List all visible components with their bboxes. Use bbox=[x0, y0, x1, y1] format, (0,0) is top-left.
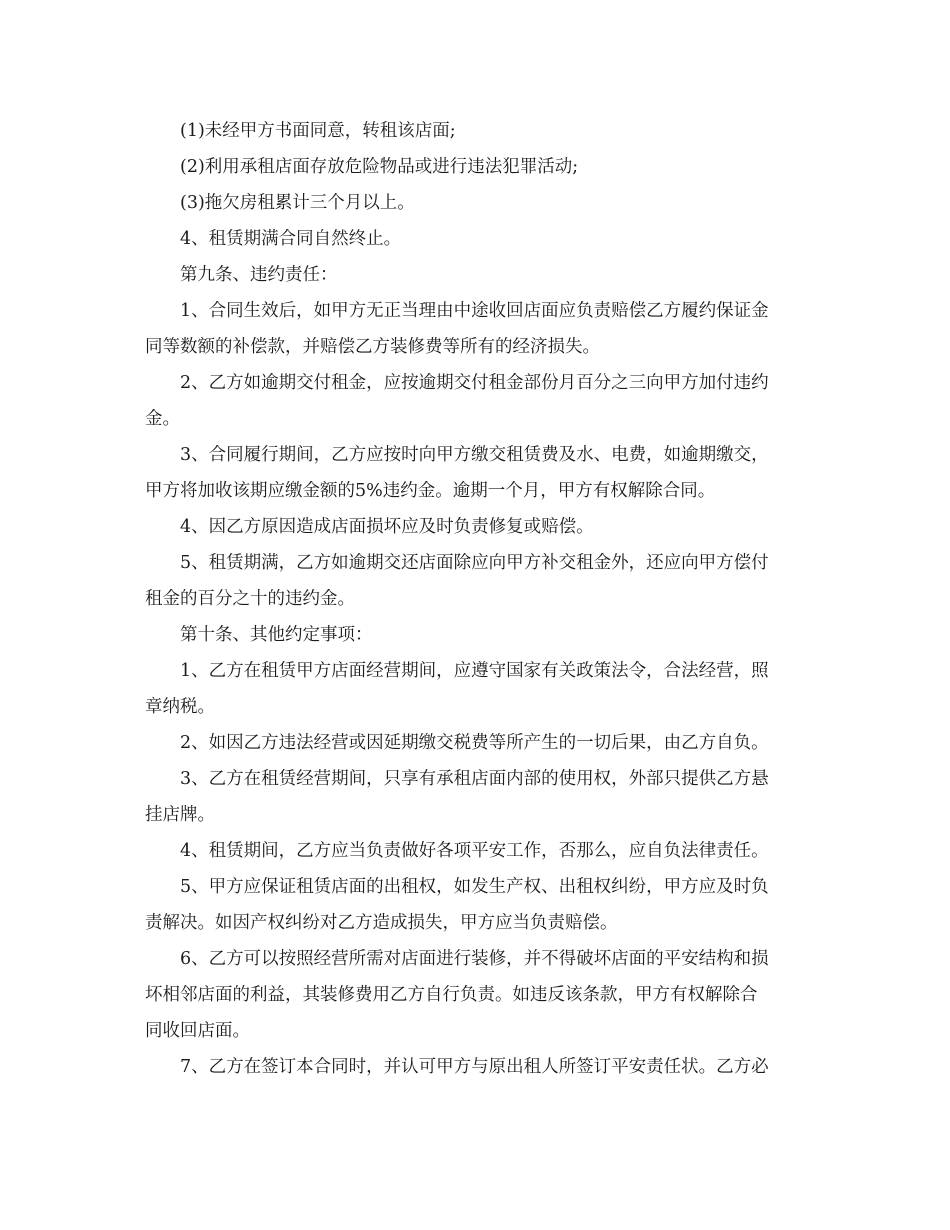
text-line: 同等数额的补偿款，并赔偿乙方装修费等所有的经济损失。 bbox=[145, 337, 600, 357]
text-line: 坏相邻店面的利益，其装修费用乙方自行负责。如违反该条款，甲方有权解除合 bbox=[145, 985, 758, 1005]
text-line: 4、租赁期间，乙方应当负责做好各项平安工作，否那么，应自负法律责任。 bbox=[180, 841, 769, 861]
text-line: 3、乙方在租赁经营期间，只享有承租店面内部的使用权，外部只提供乙方悬 bbox=[180, 769, 769, 789]
document-body bbox=[145, 113, 810, 1085]
text-line: 5、甲方应保证租赁店面的出租权，如发生产权、出租权纠纷，甲方应及时负 bbox=[180, 877, 769, 897]
paragraph bbox=[145, 1049, 810, 1085]
paragraph bbox=[145, 365, 810, 437]
paragraph bbox=[145, 869, 810, 941]
text-line: 章纳税。 bbox=[145, 697, 215, 717]
text-line: 租金的百分之十的违约金。 bbox=[145, 589, 355, 609]
paragraph bbox=[145, 185, 810, 221]
text-line: 金。 bbox=[145, 409, 180, 429]
text-line: 4、租赁期满合同自然终止。 bbox=[180, 229, 402, 249]
paragraph bbox=[145, 725, 810, 761]
paragraph bbox=[145, 509, 810, 545]
text-line: 3、合同履行期间，乙方应按时向甲方缴交租赁费及水、电费，如逾期缴交， bbox=[180, 445, 769, 465]
text-line: 甲方将加收该期应缴金额的5%违约金。逾期一个月，甲方有权解除合同。 bbox=[145, 481, 716, 501]
paragraph bbox=[145, 221, 810, 257]
text-line: 1、乙方在租赁甲方店面经营期间，应遵守国家有关政策法令，合法经营，照 bbox=[180, 661, 769, 681]
paragraph bbox=[145, 617, 810, 653]
paragraph bbox=[145, 149, 810, 185]
paragraph bbox=[145, 257, 810, 293]
text-line: (3)拖欠房租累计三个月以上。 bbox=[180, 193, 415, 213]
text-line: 1、合同生效后，如甲方无正当理由中途收回店面应负责赔偿乙方履约保证金 bbox=[180, 301, 769, 321]
paragraph bbox=[145, 941, 810, 1049]
text-line: 6、乙方可以按照经营所需对店面进行装修，并不得破坏店面的平安结构和损 bbox=[180, 949, 769, 969]
text-line: 2、乙方如逾期交付租金，应按逾期交付租金部份月百分之三向甲方加付违约 bbox=[180, 373, 769, 393]
text-line: 责解决。如因产权纠纷对乙方造成损失，甲方应当负责赔偿。 bbox=[145, 913, 618, 933]
text-line: 第九条、违约责任： bbox=[180, 265, 338, 285]
text-line: 7、乙方在签订本合同时，并认可甲方与原出租人所签订平安责任状。乙方必 bbox=[180, 1057, 769, 1077]
paragraph bbox=[145, 761, 810, 833]
paragraph bbox=[145, 437, 810, 509]
text-line: 同收回店面。 bbox=[145, 1021, 250, 1041]
text-line: 挂店牌。 bbox=[145, 805, 215, 825]
text-line: 2、如因乙方违法经营或因延期缴交税费等所产生的一切后果，由乙方自负。 bbox=[180, 733, 769, 753]
paragraph bbox=[145, 833, 810, 869]
text-line: (2)利用承租店面存放危险物品或进行违法犯罪活动; bbox=[180, 157, 579, 177]
text-line: 4、因乙方原因造成店面损坏应及时负责修复或赔偿。 bbox=[180, 517, 594, 537]
paragraph bbox=[145, 113, 810, 149]
paragraph bbox=[145, 545, 810, 617]
paragraph bbox=[145, 293, 810, 365]
text-line: 5、租赁期满，乙方如逾期交还店面除应向甲方补交租金外，还应向甲方偿付 bbox=[180, 553, 769, 573]
text-line: 第十条、其他约定事项： bbox=[180, 625, 373, 645]
text-line: (1)未经甲方书面同意，转租该店面; bbox=[180, 121, 456, 141]
paragraph bbox=[145, 653, 810, 725]
